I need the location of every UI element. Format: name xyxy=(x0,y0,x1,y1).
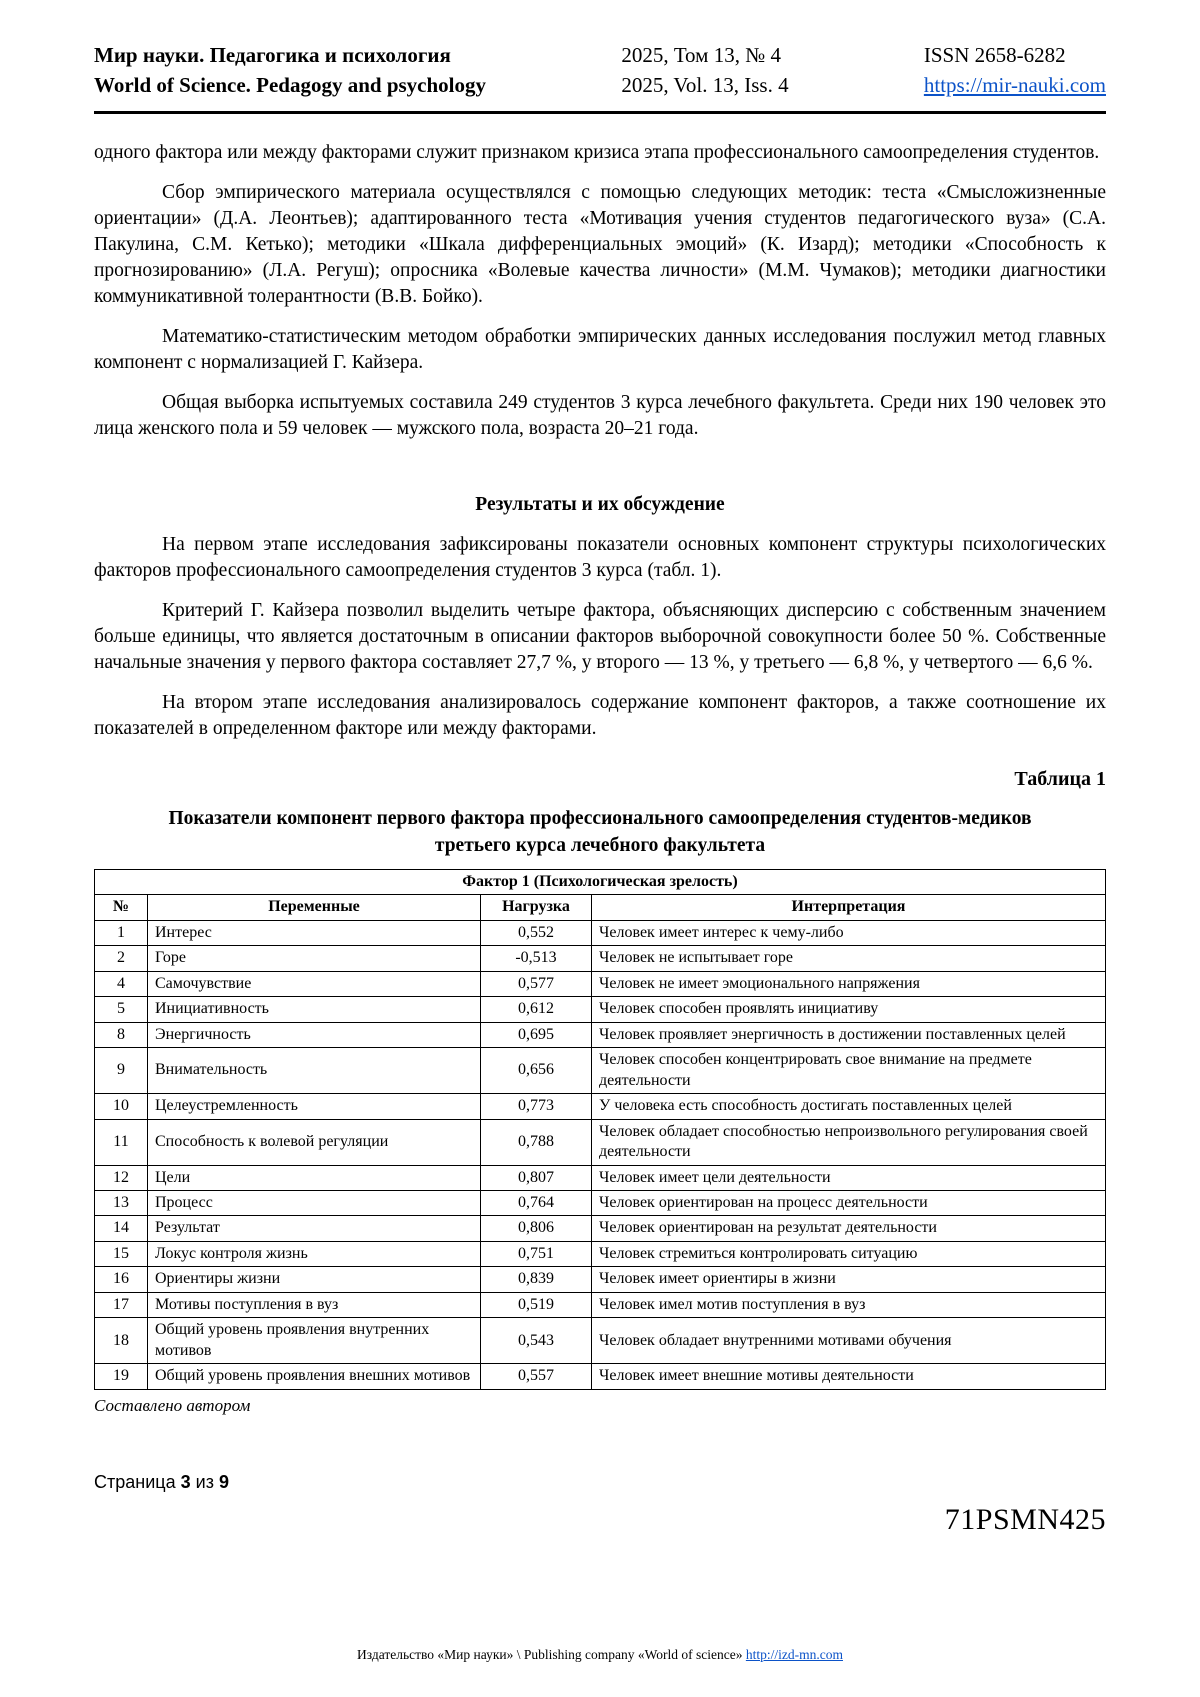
row-interpretation: Человек не имеет эмоционального напряжения xyxy=(592,971,1106,996)
table-row xyxy=(95,1216,1106,1241)
row-interpretation: Человек обладает внутренними мотивами обучения xyxy=(592,1318,1106,1364)
row-variable: Внимательность xyxy=(148,1048,481,1094)
table-row xyxy=(95,1267,1106,1292)
row-load: 0,764 xyxy=(481,1190,592,1215)
row-load: 0,773 xyxy=(481,1094,592,1119)
table-row xyxy=(95,1165,1106,1190)
table-row xyxy=(95,971,1106,996)
row-interpretation: Человек способен концентрировать свое внимание на предмете деятельности xyxy=(592,1048,1106,1094)
row-variable: Цели xyxy=(148,1165,481,1190)
row-variable: Инициативность xyxy=(148,997,481,1022)
row-number: 2 xyxy=(95,946,148,971)
table-factor-header-row xyxy=(95,869,1106,894)
row-interpretation: У человека есть способность достигать поставленных целей xyxy=(592,1094,1106,1119)
row-number: 11 xyxy=(95,1119,148,1165)
journal-site-link[interactable]: https://mir-nauki.com xyxy=(923,73,1106,98)
row-number: 13 xyxy=(95,1190,148,1215)
section-heading: Результаты и их обсуждение xyxy=(475,493,725,515)
row-load: 0,807 xyxy=(481,1165,592,1190)
row-number: 9 xyxy=(95,1048,148,1094)
row-interpretation: Человек имеет ориентиры в жизни xyxy=(592,1267,1106,1292)
journal-title-en: World of Science. Pedagogy and psychology xyxy=(94,73,487,98)
table-row xyxy=(95,1190,1106,1215)
publisher-text: Издательство «Мир науки» \ Publishing company «World of science» xyxy=(357,1647,746,1662)
row-interpretation: Человек имеет внешние мотивы деятельности xyxy=(592,1364,1106,1389)
paragraph: Критерий Г. Кайзера позволил выделить четыре фактора, объясняющих дисперсию с собственным значением больше единицы, что является достаточным в описании факторов выборочной совокупности более 50 %. Собственные начальные значения у первого фактора составляет 27,7 %, у второго — 13 %, у третьего — 6,8 %, у четвертого — 6,6 %. xyxy=(94,599,1106,673)
page-number xyxy=(94,1472,1106,1493)
row-interpretation: Человек проявляет энергичность в достижении поставленных целей xyxy=(592,1022,1106,1047)
paragraph: На первом этапе исследования зафиксированы показатели основных компонент структуры психологических факторов профессионального самоопределения студентов 3 курса (табл. 1). xyxy=(94,533,1106,581)
row-variable: Ориентиры жизни xyxy=(148,1267,481,1292)
row-interpretation: Человек стремиться контролировать ситуацию xyxy=(592,1241,1106,1266)
page-total: 9 xyxy=(218,1471,229,1492)
factor-table xyxy=(94,869,1106,1390)
row-load: 0,788 xyxy=(481,1119,592,1165)
journal-header xyxy=(94,40,1106,114)
row-number: 4 xyxy=(95,971,148,996)
article-code: 71PSMN425 xyxy=(944,1502,1106,1536)
issn-block xyxy=(924,40,1106,101)
row-load: 0,839 xyxy=(481,1267,592,1292)
table-row xyxy=(95,1364,1106,1389)
row-load: -0,513 xyxy=(481,946,592,971)
table-row xyxy=(95,1048,1106,1094)
row-load: 0,612 xyxy=(481,997,592,1022)
row-number: 19 xyxy=(95,1364,148,1389)
row-number: 1 xyxy=(95,920,148,945)
paragraph: одного фактора или между факторами служит признаком кризиса этапа профессионального самоопределения студентов. xyxy=(94,141,1100,163)
row-variable: Интерес xyxy=(148,920,481,945)
row-load: 0,543 xyxy=(481,1318,592,1364)
table-row xyxy=(95,1318,1106,1364)
page-label: Страница xyxy=(94,1471,176,1492)
row-number: 16 xyxy=(95,1267,148,1292)
issue-info-ru: 2025, Том 13, № 4 xyxy=(621,43,781,67)
article-body xyxy=(94,140,1106,1537)
page-current: 3 xyxy=(180,1471,191,1492)
row-load: 0,806 xyxy=(481,1216,592,1241)
table-row xyxy=(95,946,1106,971)
row-variable: Общий уровень проявления внутренних мотивов xyxy=(148,1318,481,1364)
table-row xyxy=(95,1119,1106,1165)
row-variable: Горе xyxy=(148,946,481,971)
row-variable: Процесс xyxy=(148,1190,481,1215)
page-of: из xyxy=(195,1471,214,1492)
row-number: 12 xyxy=(95,1165,148,1190)
table-row xyxy=(95,1241,1106,1266)
row-variable: Способность к волевой регуляции xyxy=(148,1119,481,1165)
table-row xyxy=(95,920,1106,945)
row-variable: Локус контроля жизнь xyxy=(148,1241,481,1266)
row-interpretation: Человек имел мотив поступления в вуз xyxy=(592,1292,1106,1317)
row-variable: Целеустремленность xyxy=(148,1094,481,1119)
row-interpretation: Человек имеет цели деятельности xyxy=(592,1165,1106,1190)
row-variable: Мотивы поступления в вуз xyxy=(148,1292,481,1317)
row-number: 5 xyxy=(95,997,148,1022)
factor-table-body xyxy=(95,920,1106,1389)
table-columns-row xyxy=(95,895,1106,920)
table-row xyxy=(95,1022,1106,1047)
row-load: 0,552 xyxy=(481,920,592,945)
publisher-line xyxy=(0,1647,1200,1663)
row-load: 0,519 xyxy=(481,1292,592,1317)
row-variable: Самочувствие xyxy=(148,971,481,996)
journal-title-block xyxy=(94,40,486,101)
row-number: 14 xyxy=(95,1216,148,1241)
row-load: 0,577 xyxy=(481,971,592,996)
table-row xyxy=(95,997,1106,1022)
row-interpretation: Человек способен проявлять инициативу xyxy=(592,997,1106,1022)
publisher-link[interactable]: http://izd-mn.com xyxy=(745,1647,843,1662)
row-number: 8 xyxy=(95,1022,148,1047)
column-header-variables: Переменные xyxy=(148,895,481,920)
column-header-number: № xyxy=(95,895,148,920)
row-interpretation: Человек ориентирован на результат деятельности xyxy=(592,1216,1106,1241)
paragraph: Сбор эмпирического материала осуществлялся с помощью следующих методик: теста «Смысложизненные ориентации» (Д.А. Леонтьев); адаптированного теста «Мотивация учения студентов педагогического вуза» (С.А. Пакулина, С.М. Кетько); методики «Шкала дифференциальных эмоций» (К. Изард); методики «Способность к прогнозированию» (Л.А. Регуш); опросника «Волевые качества личности» (М.М. Чумаков); методики диагностики коммуникативной толерантности (В.В. Бойко). xyxy=(94,181,1106,307)
table-row xyxy=(95,1094,1106,1119)
table-row xyxy=(95,1292,1106,1317)
paragraph: На втором этапе исследования анализировалось содержание компонент факторов, а также соотношение их показателей в определенном факторе или между факторами. xyxy=(94,691,1106,739)
paragraph: Математико-статистическим методом обработки эмпирических данных исследования послужил метод главных компонент с нормализацией Г. Кайзера. xyxy=(94,325,1106,373)
table-factor-header: Фактор 1 (Психологическая зрелость) xyxy=(95,869,1106,894)
column-header-interpretation: Интерпретация xyxy=(592,895,1106,920)
paragraph: Общая выборка испытуемых составила 249 студентов 3 курса лечебного факультета. Среди них 190 человек это лица женского пола и 59 человек — мужского пола, возраста 20–21 года. xyxy=(94,391,1106,439)
table-label: Таблица 1 xyxy=(1014,767,1106,790)
row-interpretation: Человек не испытывает горе xyxy=(592,946,1106,971)
row-variable: Общий уровень проявления внешних мотивов xyxy=(148,1364,481,1389)
row-number: 10 xyxy=(95,1094,148,1119)
row-load: 0,751 xyxy=(481,1241,592,1266)
author-note: Составлено автором xyxy=(94,1395,251,1415)
row-variable: Энергичность xyxy=(148,1022,481,1047)
row-interpretation: Человек ориентирован на процесс деятельности xyxy=(592,1190,1106,1215)
issue-info-en: 2025, Vol. 13, Iss. 4 xyxy=(621,73,789,98)
row-number: 18 xyxy=(95,1318,148,1364)
row-number: 17 xyxy=(95,1292,148,1317)
table-title: Показатели компонент первого фактора профессионального самоопределения студентов-медиков третьего курса лечебного факультета xyxy=(168,807,1032,856)
column-header-load: Нагрузка xyxy=(481,895,592,920)
row-variable: Результат xyxy=(148,1216,481,1241)
row-number: 15 xyxy=(95,1241,148,1266)
row-interpretation: Человек имеет интерес к чему-либо xyxy=(592,920,1106,945)
row-load: 0,557 xyxy=(481,1364,592,1389)
journal-title-ru: Мир науки. Педагогика и психология xyxy=(94,43,451,67)
row-interpretation: Человек обладает способностью непроизвольного регулирования своей деятельности xyxy=(592,1119,1106,1165)
row-load: 0,656 xyxy=(481,1048,592,1094)
issn-text: ISSN 2658-6282 xyxy=(923,43,1066,67)
issue-info-block xyxy=(621,40,788,101)
row-load: 0,695 xyxy=(481,1022,592,1047)
